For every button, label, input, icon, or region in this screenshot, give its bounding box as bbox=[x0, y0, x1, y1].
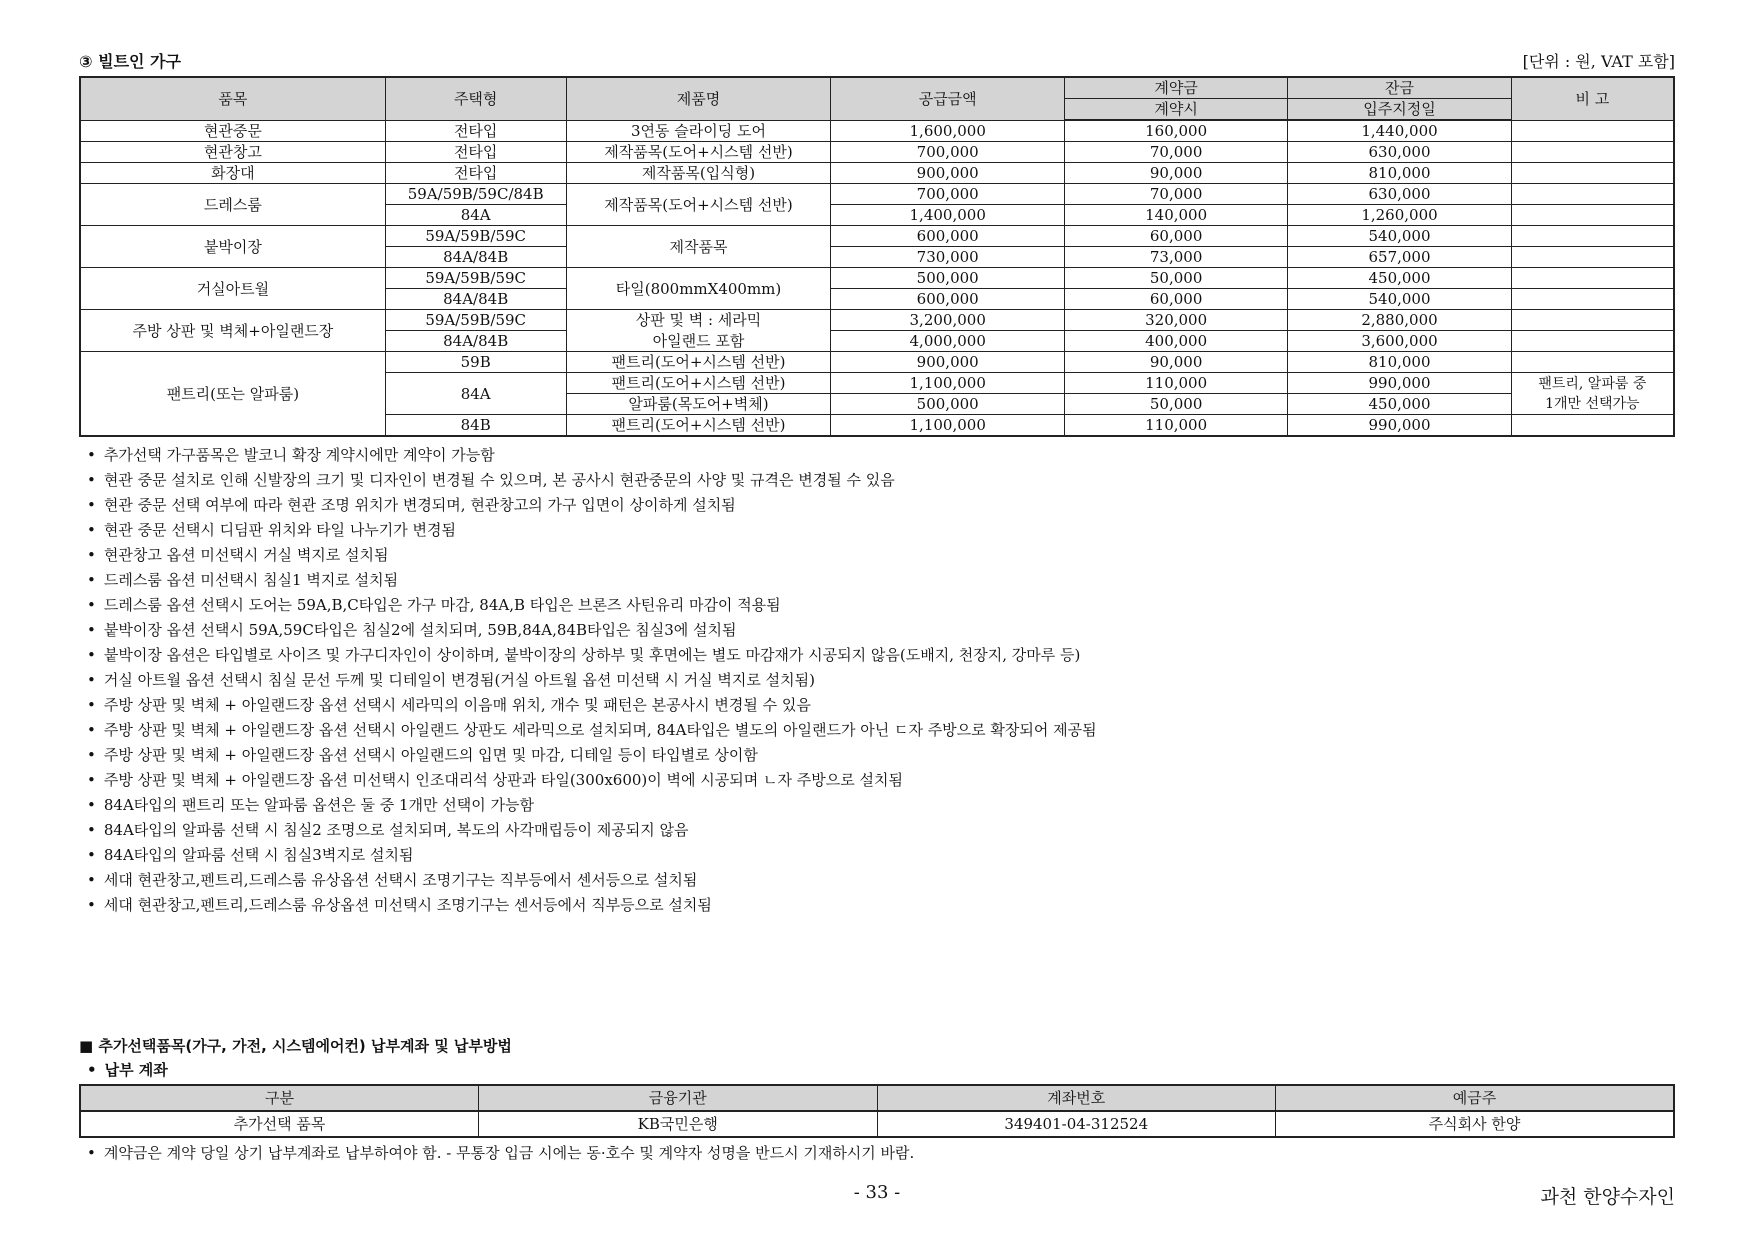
section-title: ③ 빌트인 가구 bbox=[79, 52, 181, 71]
table-row bbox=[80, 268, 1674, 289]
supply-cell: 1,400,000 bbox=[831, 205, 1064, 226]
product-cell: 제작품목(도어+시스템 선반) bbox=[566, 142, 831, 163]
page-number: - 33 - bbox=[853, 1182, 901, 1203]
list-item: • 현관 중문 선택시 디딤판 위치와 타일 나누기가 변경됨 bbox=[79, 518, 1675, 543]
header-remark: 비 고 bbox=[1511, 77, 1674, 120]
list-item: • 붙박이장 옵션 선택시 59A,59C타입은 침실2에 설치되며, 59B,84A,84B타입은 침실3에 설치됨 bbox=[79, 618, 1675, 643]
table-row bbox=[80, 184, 1674, 205]
type-cell: 전타입 bbox=[385, 142, 566, 163]
deposit-cell: 60,000 bbox=[1064, 226, 1287, 247]
supply-cell: 1,600,000 bbox=[831, 120, 1064, 142]
product-cell: 타일(800mmX400mm) bbox=[566, 268, 831, 310]
payment-account-table bbox=[79, 1084, 1675, 1138]
header-account-holder: 예금주 bbox=[1276, 1085, 1675, 1111]
header-product: 제품명 bbox=[566, 77, 831, 120]
deposit-cell: 70,000 bbox=[1064, 184, 1287, 205]
product-cell: 상판 및 벽 : 세라믹 bbox=[566, 310, 831, 331]
deposit-cell: 110,000 bbox=[1064, 373, 1287, 394]
account-holder-cell: 주식회사 한양 bbox=[1276, 1111, 1675, 1137]
type-cell: 59A/59B/59C bbox=[385, 268, 566, 289]
list-item: • 84A타입의 알파룸 선택 시 침실2 조명으로 설치되며, 복도의 사각매립등이 제공되지 않음 bbox=[79, 818, 1675, 843]
remark-cell bbox=[1511, 120, 1674, 142]
payment-footnote: • 계약금은 계약 당일 상기 납부계좌로 납부하여야 함. - 무통장 입금 시에는 동·호수 및 계약자 성명을 반드시 기재하시기 바람. bbox=[79, 1140, 1675, 1166]
item-cell: 주방 상판 및 벽체+아일랜드장 bbox=[80, 310, 385, 352]
item-cell: 드레스룸 bbox=[80, 184, 385, 226]
list-item: • 주방 상판 및 벽체 + 아일랜드장 옵션 선택시 아일랜드의 입면 및 마감, 디테일 등이 타입별로 상이함 bbox=[79, 743, 1675, 768]
type-cell: 84A bbox=[385, 205, 566, 226]
payment-section bbox=[79, 1034, 1675, 1166]
remark-cell bbox=[1511, 163, 1674, 184]
supply-cell: 900,000 bbox=[831, 163, 1064, 184]
category-cell: 추가선택 품목 bbox=[80, 1111, 479, 1137]
brand-name: 과천 한양수자인 bbox=[1540, 1186, 1675, 1208]
deposit-cell: 320,000 bbox=[1064, 310, 1287, 331]
balance-cell: 540,000 bbox=[1288, 226, 1511, 247]
table-row bbox=[80, 226, 1674, 247]
item-cell: 화장대 bbox=[80, 163, 385, 184]
deposit-cell: 90,000 bbox=[1064, 163, 1287, 184]
deposit-cell: 50,000 bbox=[1064, 268, 1287, 289]
remark-cell bbox=[1511, 289, 1674, 310]
header-house-type: 주택형 bbox=[385, 77, 566, 120]
balance-cell: 990,000 bbox=[1288, 373, 1511, 394]
type-cell: 전타입 bbox=[385, 163, 566, 184]
type-cell: 59A/59B/59C bbox=[385, 310, 566, 331]
supply-cell: 500,000 bbox=[831, 268, 1064, 289]
type-cell: 84A/84B bbox=[385, 247, 566, 268]
deposit-cell: 140,000 bbox=[1064, 205, 1287, 226]
remark-cell bbox=[1511, 142, 1674, 163]
list-item: • 추가선택 가구품목은 발코니 확장 계약시에만 계약이 가능함 bbox=[79, 443, 1675, 468]
balance-cell: 3,600,000 bbox=[1288, 331, 1511, 352]
remark-cell bbox=[1511, 331, 1674, 352]
supply-cell: 600,000 bbox=[831, 226, 1064, 247]
table-row bbox=[80, 352, 1674, 373]
type-cell: 전타입 bbox=[385, 120, 566, 142]
type-cell: 59A/59B/59C/84B bbox=[385, 184, 566, 205]
product-cell: 팬트리(도어+시스템 선반) bbox=[566, 352, 831, 373]
remark-cell bbox=[1511, 205, 1674, 226]
deposit-cell: 90,000 bbox=[1064, 352, 1287, 373]
supply-cell: 730,000 bbox=[831, 247, 1064, 268]
deposit-cell: 73,000 bbox=[1064, 247, 1287, 268]
header-supply-price: 공급금액 bbox=[831, 77, 1064, 120]
supply-cell: 700,000 bbox=[831, 142, 1064, 163]
supply-cell: 900,000 bbox=[831, 352, 1064, 373]
product-cell: 3연동 슬라이딩 도어 bbox=[566, 120, 831, 142]
balance-cell: 630,000 bbox=[1288, 184, 1511, 205]
header-deposit: 계약금 bbox=[1064, 77, 1287, 99]
item-cell: 현관창고 bbox=[80, 142, 385, 163]
type-cell: 84A bbox=[385, 373, 566, 415]
type-cell: 59B bbox=[385, 352, 566, 373]
list-item: • 84A타입의 알파룸 선택 시 침실3벽지로 설치됨 bbox=[79, 843, 1675, 868]
deposit-cell: 70,000 bbox=[1064, 142, 1287, 163]
list-item: • 세대 현관창고,펜트리,드레스룸 유상옵션 선택시 조명기구는 직부등에서 센서등으로 설치됨 bbox=[79, 868, 1675, 893]
header-bank: 금융기관 bbox=[479, 1085, 878, 1111]
list-item: • 드레스룸 옵션 미선택시 침실1 벽지로 설치됨 bbox=[79, 568, 1675, 593]
payment-subtitle: • 납부 계좌 bbox=[79, 1058, 1675, 1082]
remark-cell bbox=[1511, 310, 1674, 331]
remark-cell bbox=[1511, 352, 1674, 373]
supply-cell: 3,200,000 bbox=[831, 310, 1064, 331]
product-cell: 아일랜드 포함 bbox=[566, 331, 831, 352]
balance-cell: 450,000 bbox=[1288, 268, 1511, 289]
balance-cell: 990,000 bbox=[1288, 415, 1511, 437]
remark-cell bbox=[1511, 268, 1674, 289]
balance-cell: 810,000 bbox=[1288, 352, 1511, 373]
account-number-cell: 349401-04-312524 bbox=[877, 1111, 1276, 1137]
payment-title: ■ 추가선택품목(가구, 가전, 시스템에어컨) 납부계좌 및 납부방법 bbox=[79, 1037, 512, 1055]
built-in-furniture-table bbox=[79, 76, 1675, 437]
deposit-cell: 110,000 bbox=[1064, 415, 1287, 437]
table-row bbox=[80, 120, 1674, 142]
product-cell: 알파룸(목도어+벽체) bbox=[566, 394, 831, 415]
header-account-number: 계좌번호 bbox=[877, 1085, 1276, 1111]
bank-cell: KB국민은행 bbox=[479, 1111, 878, 1137]
page-footer bbox=[79, 1182, 1675, 1212]
header-balance-sub: 입주지정일 bbox=[1288, 99, 1511, 121]
remark-cell bbox=[1511, 184, 1674, 205]
remark-cell bbox=[1511, 415, 1674, 437]
product-cell: 팬트리(도어+시스템 선반) bbox=[566, 415, 831, 437]
supply-cell: 1,100,000 bbox=[831, 415, 1064, 437]
balance-cell: 657,000 bbox=[1288, 247, 1511, 268]
list-item: • 현관 중문 선택 여부에 따라 현관 조명 위치가 변경되며, 현관창고의 가구 입면이 상이하게 설치됨 bbox=[79, 493, 1675, 518]
item-cell: 팬트리(또는 알파룸) bbox=[80, 352, 385, 437]
table-row bbox=[80, 163, 1674, 184]
supply-cell: 600,000 bbox=[831, 289, 1064, 310]
list-item: • 붙박이장 옵션은 타입별로 사이즈 및 가구디자인이 상이하며, 붙박이장의 상하부 및 후면에는 별도 마감재가 시공되지 않음(도배지, 천장지, 강마루 등) bbox=[79, 643, 1675, 668]
product-cell: 팬트리(도어+시스템 선반) bbox=[566, 373, 831, 394]
balance-cell: 540,000 bbox=[1288, 289, 1511, 310]
remark-cell bbox=[1511, 247, 1674, 268]
header-balance: 잔금 bbox=[1288, 77, 1511, 99]
type-cell: 59A/59B/59C bbox=[385, 226, 566, 247]
list-item: • 주방 상판 및 벽체 + 아일랜드장 옵션 미선택시 인조대리석 상판과 타일(300x600)이 벽에 시공되며 ㄴ자 주방으로 설치됨 bbox=[79, 768, 1675, 793]
list-item: • 드레스룸 옵션 선택시 도어는 59A,B,C타입은 가구 마감, 84A,B 타입은 브론즈 사틴유리 마감이 적용됨 bbox=[79, 593, 1675, 618]
deposit-cell: 60,000 bbox=[1064, 289, 1287, 310]
balance-cell: 2,880,000 bbox=[1288, 310, 1511, 331]
balance-cell: 810,000 bbox=[1288, 163, 1511, 184]
notes-list bbox=[79, 443, 1675, 918]
table-row bbox=[80, 310, 1674, 331]
supply-cell: 4,000,000 bbox=[831, 331, 1064, 352]
product-cell: 제작품목(도어+시스템 선반) bbox=[566, 184, 831, 226]
type-cell: 84A/84B bbox=[385, 331, 566, 352]
supply-cell: 700,000 bbox=[831, 184, 1064, 205]
list-item: • 현관 중문 설치로 인해 신발장의 크기 및 디자인이 변경될 수 있으며, 본 공사시 현관중문의 사양 및 규격은 변경될 수 있음 bbox=[79, 468, 1675, 493]
remark-cell bbox=[1511, 226, 1674, 247]
supply-cell: 1,100,000 bbox=[831, 373, 1064, 394]
deposit-cell: 50,000 bbox=[1064, 394, 1287, 415]
balance-cell: 630,000 bbox=[1288, 142, 1511, 163]
item-cell: 거실아트월 bbox=[80, 268, 385, 310]
list-item: • 주방 상판 및 벽체 + 아일랜드장 옵션 선택시 세라믹의 이음매 위치, 개수 및 패턴은 본공사시 변경될 수 있음 bbox=[79, 693, 1675, 718]
list-item: • 주방 상판 및 벽체 + 아일랜드장 옵션 선택시 아일랜드 상판도 세라믹으로 설치되며, 84A타입은 별도의 아일랜드가 아닌 ㄷ자 주방으로 확장되어 제공됨 bbox=[79, 718, 1675, 743]
deposit-cell: 400,000 bbox=[1064, 331, 1287, 352]
page-content bbox=[79, 48, 1675, 918]
table-row bbox=[80, 142, 1674, 163]
item-cell: 붙박이장 bbox=[80, 226, 385, 268]
remark-pantry-cell: 팬트리, 알파룸 중 1개만 선택가능 bbox=[1511, 373, 1674, 415]
product-cell: 제작품목 bbox=[566, 226, 831, 268]
list-item: • 84A타입의 팬트리 또는 알파룸 옵션은 둘 중 1개만 선택이 가능함 bbox=[79, 793, 1675, 818]
item-cell: 현관중문 bbox=[80, 120, 385, 142]
type-cell: 84A/84B bbox=[385, 289, 566, 310]
balance-cell: 450,000 bbox=[1288, 394, 1511, 415]
supply-cell: 500,000 bbox=[831, 394, 1064, 415]
list-item: • 세대 현관창고,펜트리,드레스룸 유상옵션 미선택시 조명기구는 센서등에서 직부등으로 설치됨 bbox=[79, 893, 1675, 918]
list-item: • 현관창고 옵션 미선택시 거실 벽지로 설치됨 bbox=[79, 543, 1675, 568]
product-cell: 제작품목(입식형) bbox=[566, 163, 831, 184]
unit-note: [단위 : 원, VAT 포함] bbox=[1522, 52, 1675, 71]
header-category: 구분 bbox=[80, 1085, 479, 1111]
type-cell: 84B bbox=[385, 415, 566, 437]
header-deposit-sub: 계약시 bbox=[1064, 99, 1287, 121]
header-item: 품목 bbox=[80, 77, 385, 120]
list-item: • 거실 아트월 옵션 선택시 침실 문선 두께 및 디테일이 변경됨(거실 아트월 옵션 미선택 시 거실 벽지로 설치됨) bbox=[79, 668, 1675, 693]
balance-cell: 1,260,000 bbox=[1288, 205, 1511, 226]
balance-cell: 1,440,000 bbox=[1288, 120, 1511, 142]
deposit-cell: 160,000 bbox=[1064, 120, 1287, 142]
table-row bbox=[80, 1111, 1674, 1137]
section-header bbox=[79, 48, 1675, 72]
